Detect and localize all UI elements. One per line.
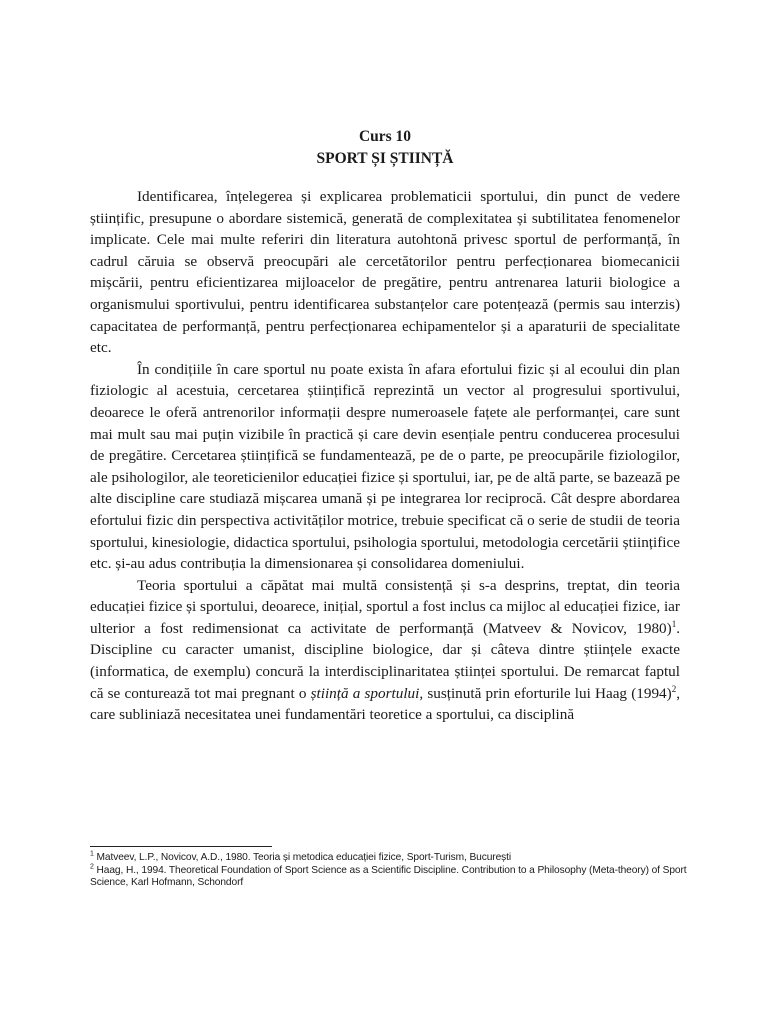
footnote-1-text: Matveev, L.P., Novicov, A.D., 1980. Teoria și metodica educației fizice, Sport-Turism, București (93, 852, 512, 863)
footnote-ref-2[interactable]: 2 (671, 683, 677, 694)
footnote-separator (90, 846, 272, 847)
paragraph-2: În condițiile în care sportul nu poate exista în afara efortului fizic și al ecoului din plan fiziologic al acestuia, cercetarea științifică reprezintă un vector al progresului sportivului, deoarece le oferă antrenorilor informații despre numeroasele fațete ale performanței, care sunt mai mult sau mai puțin vizibile în practică și care devin esențiale pentru conducerea procesului de pregătire. Cercetarea științifică se fundamentează, pe de o parte, pe preocupările fiziologilor, ale psihologilor, ale teoreticienilor educației fizice și sportului, iar, pe de altă parte, se bazează pe alte discipline care studiază mișcarea umană și pe integrarea lor reciprocă. Cât despre abordarea efortului fizic din perspectiva activităților motrice, trebuie specificat că o serie de studii de teoria sportului, kinesiologie, didactica sportului, psihologia sportului, metodologia cercetării științifice etc. și-au adus contribuția la dimensionarea și consolidarea domeniului. (90, 360, 680, 573)
footnote-1-mark: 1 (90, 850, 94, 858)
footnote-1 (90, 852, 690, 865)
paragraph-3 (90, 575, 680, 726)
paragraph-3-part-3: , susținută prin eforturile lui Haag (1994) (419, 684, 672, 702)
emphasis-stiinta-sportului: știință a sportului (310, 684, 420, 702)
footnote-2-mark: 2 (90, 863, 94, 871)
footnote-ref-1[interactable]: 1 (671, 618, 677, 629)
footnote-2 (90, 865, 690, 890)
footnote-2-text: Haag, H., 1994. Theoretical Foundation of Sport Science as a Scientific Discipline. Contribution to a Philosophy (Meta-theory) of Sport Science, Karl Hofmann, Schondorf (90, 864, 687, 889)
paragraph-3-part-2: . Discipline cu caracter umanist, discipline biologice, dar și câteva dintre științele exacte (informatica, de exemplu) concură la interdisciplinaritatea științei sportului. De remarcat faptul că se conturează tot mai pregnant o (90, 619, 680, 702)
course-number: Curs 10 (358, 128, 412, 145)
footnotes (90, 852, 690, 890)
body-text (90, 186, 680, 726)
paragraph-1: Identificarea, înțelegerea și explicarea problematicii sportului, din punct de vedere științific, presupune o abordare sistemică, generată de complexitatea și subtilitatea fenomenelor implicate. Cele mai multe referiri din literatura autohtonă privesc sportul de performanță, în cadrul căruia se observă preocupări ale cercetătorilor pentru perfecționarea biomecanicii mișcării, pentru eficientizarea mijloacelor de pregătire, pentru antrenarea laturii biologice a organismului sportivului, pentru identificarea substanțelor care potențează (permis sau interzis) capacitatea de performanță, pentru perfecționarea echipamentelor și a aparaturii de specialitate etc. (90, 188, 680, 357)
paragraph-3-part-4: , care subliniază necesitatea unei fundamentări teoretice a sportului, ca disciplină (90, 684, 680, 724)
paragraph-3-part-1: Teoria sportului a căpătat mai multă consistență și s-a desprins, treptat, din teoria educației fizice și sportului, deoarece, inițial, sportul a fost inclus ca mijloc al educației fizice, iar ulterior a fost redimensionat ca activitate de performanță (Matveev & Novicov, 1980) (90, 576, 680, 637)
document-page (90, 126, 680, 726)
course-title: SPORT ȘI ȘTIINȚĂ (316, 150, 454, 167)
